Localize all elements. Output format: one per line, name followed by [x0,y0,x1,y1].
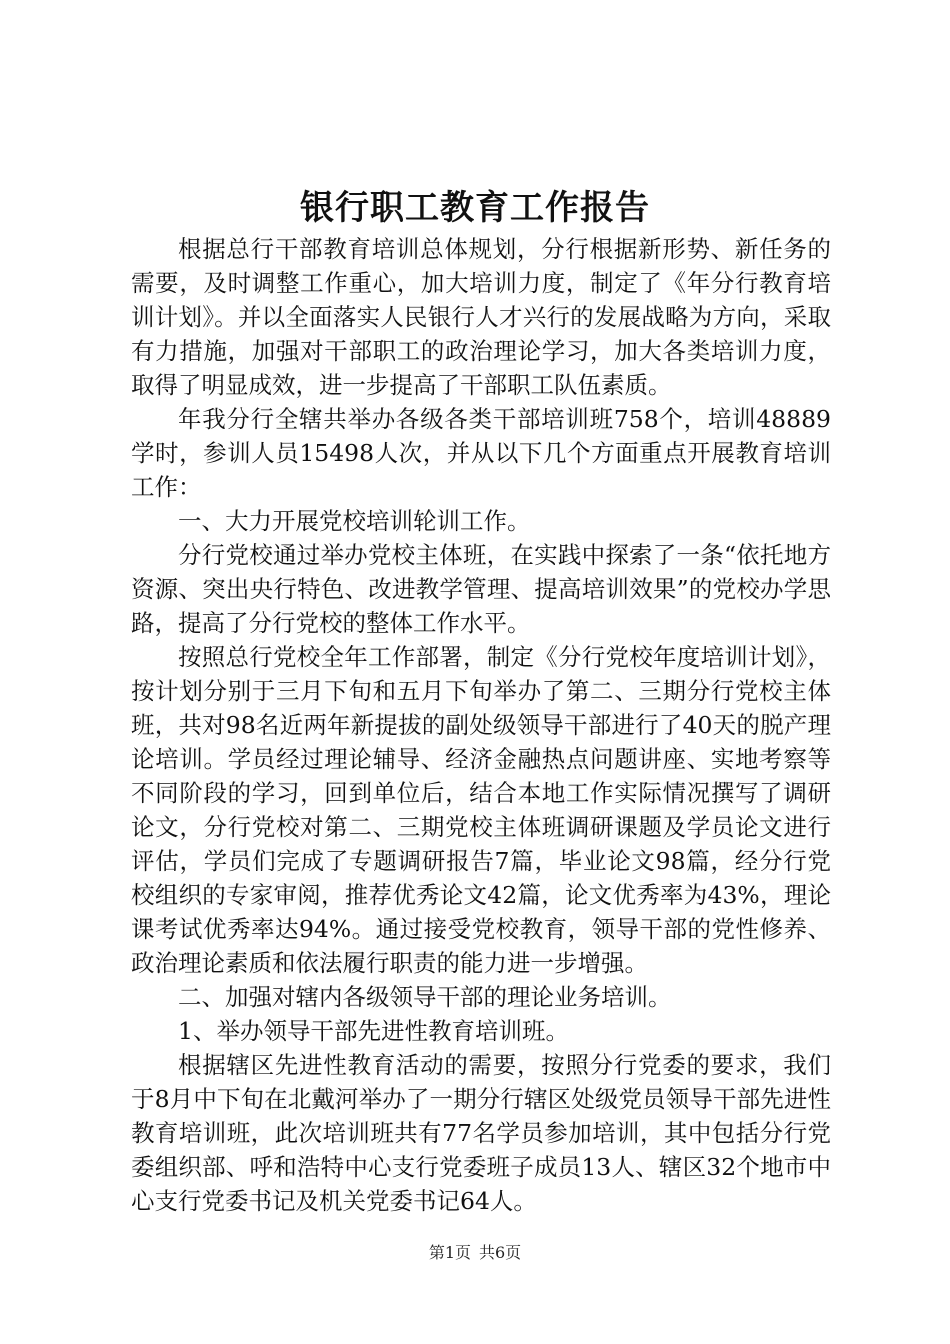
body-paragraph: 分行党校通过举办党校主体班，在实践中探索了一条“依托地方资源、突出央行特色、改进教学管理、提高培训效果”的党校办学思路，提高了分行党校的整体工作水平。 [131,541,831,637]
document-body [131,232,831,1218]
subsection-heading: 1、举办领导干部先进性教育培训班。 [178,1017,569,1045]
body-paragraph: 按照总行党校全年工作部署，制定《分行党校年度培训计划》，按计划分别于三月下旬和五月下旬举办了第二、三期分行党校主体班，共对98名近两年新提拔的副处级领导干部进行了40天的脱产理论培训。学员经过理论辅导、经济金融热点问题讲座、实地考察等不同阶段的学习，回到单位后，结合本地工作实际情况撰写了调研论文，分行党校对第二、三期党校主体班调研课题及学员论文进行评估，学员们完成了专题调研报告7篇，毕业论文98篇，经分行党校组织的专家审阅，推荐优秀论文42篇，论文优秀率为43%，理论课考试优秀率达94%。通过接受党校教育，领导干部的党性修养、政治理论素质和依法履行职责的能力进一步增强。 [131,643,831,977]
document-title: 银行职工教育工作报告 [300,188,650,228]
body-paragraph: 根据总行干部教育培训总体规划，分行根据新形势、新任务的需要，及时调整工作重心，加大培训力度，制定了《年分行教育培训计划》。并以全面落实人民银行人才兴行的发展战略为方向，采取有力措施，加强对干部职工的政治理论学习，加大各类培训力度，取得了明显成效，进一步提高了干部职工队伍素质。 [131,235,831,399]
section-heading: 一、大力开展党校培训轮训工作。 [178,507,531,535]
section-heading: 二、加强对辖内各级领导干部的理论业务培训。 [178,983,672,1011]
page-footer [0,1241,950,1265]
body-paragraph: 根据辖区先进性教育活动的需要，按照分行党委的要求，我们于8月中下旬在北戴河举办了一期分行辖区处级党员领导干部先进性教育培训班，此次培训班共有77名学员参加培训，其中包括分行党委组织部、呼和浩特中心支行党委班子成员13人、辖区32个地市中心支行党委书记及机关党委书记64人。 [131,1051,831,1215]
page-number: 第1页 [428,1243,471,1262]
page-total: 共6页 [479,1243,522,1262]
body-paragraph: 年我分行全辖共举办各级各类干部培训班758个，培训48889学时，参训人员15498人次，并从以下几个方面重点开展教育培训工作： [131,405,831,501]
